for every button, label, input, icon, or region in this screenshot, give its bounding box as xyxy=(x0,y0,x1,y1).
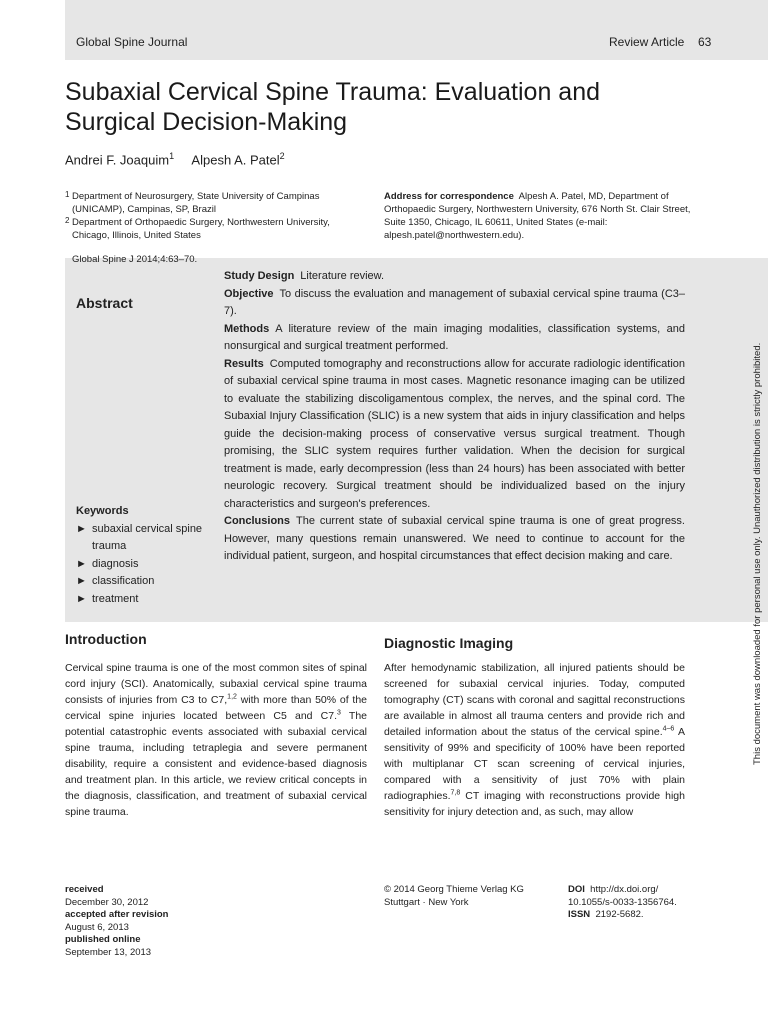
page-number: 63 xyxy=(698,35,712,49)
copyright-line: Stuttgart · New York xyxy=(384,896,469,908)
abstract-label: Results xyxy=(224,357,264,370)
abstract-heading: Abstract xyxy=(76,295,133,311)
accepted-date: August 6, 2013 xyxy=(65,921,129,933)
keyword-item xyxy=(76,591,232,609)
keyword-item xyxy=(76,521,232,556)
arrow-bullet-icon: ► xyxy=(76,522,87,535)
keyword-item xyxy=(76,556,232,574)
citation-ref: 1,2 xyxy=(227,693,237,701)
correspondence-text: Alpesh A. Patel, MD, Department of Orthopaedic Surgery, Northwestern University, 676 North St. Clair Street, Suite 1350, Chicago, IL 60611, United States (e-mail: alpesh.patel@northwestern.edu). xyxy=(384,191,691,241)
arrow-bullet-icon: ► xyxy=(76,557,87,570)
text-run: A sensitivity of 99% and specificity of 100% have been reported with multiplanar CT scan screening of cervical injuries, compared with a sensitivity of just 70% with plain radiographies. xyxy=(384,726,685,802)
keyword-text: treatment xyxy=(92,592,139,605)
published-label: published online xyxy=(65,934,141,945)
abstract-label: Objective xyxy=(224,287,274,300)
copyright xyxy=(384,884,524,909)
diagnostic-imaging-heading: Diagnostic Imaging xyxy=(384,635,514,651)
abstract-section xyxy=(224,513,685,566)
keyword-text: subaxial cervical spine trauma xyxy=(92,522,203,552)
article-type: Review Article xyxy=(609,35,685,49)
received-date: December 30, 2012 xyxy=(65,896,149,908)
citation-ref: 4–6 xyxy=(662,725,675,733)
doi-value: 10.1055/s-0033-1356764. xyxy=(568,896,677,908)
author-name: Alpesh A. Patel xyxy=(191,152,280,168)
text-run: The potential catastrophic events associated with subaxial cervical spine trauma, including tetraplegia and severe permanent disability, require a consistent and evidence-based diagnosis and treatment plan. In this article, we review critical concepts in the diagnosis, classification, and treatment of subaxial cervical spine trauma. xyxy=(65,710,367,818)
abstract-text xyxy=(224,268,685,566)
abstract-body: The current state of subaxial cervical spine trauma is one of great progress. However, many questions remain unanswered. We need to continue to account for the individual patient, surgeon, and hospital circumstances that effect decision making and care. xyxy=(224,515,685,562)
author-affil-ref: 2 xyxy=(279,151,285,161)
affiliation-text: Department of Orthopaedic Surgery, Northwestern University, Chicago, Illinois, United States xyxy=(72,217,330,241)
issn-value: 2192-5682. xyxy=(595,909,644,920)
author-affil-ref: 1 xyxy=(169,151,175,161)
correspondence-label: Address for correspondence xyxy=(384,191,514,202)
keyword-item xyxy=(76,573,232,591)
text-run: CT imaging with reconstructions provide high sensitivity for injury detection and, as such, may allow xyxy=(384,790,685,818)
abstract-label: Conclusions xyxy=(224,515,291,527)
abstract-label: Study Design xyxy=(224,270,295,282)
text-run: Cervical spine trauma is one of the most common sites of spinal cord injury (SCI). Anatomically, subaxial cervical spine trauma consists of injuries from C3 to C7, xyxy=(65,662,367,706)
doi-issn xyxy=(568,884,677,922)
abstract-section xyxy=(224,356,685,514)
citation-ref: 3 xyxy=(337,709,341,717)
article-title: Subaxial Cervical Spine Trauma: Evaluation and Surgical Decision-Making xyxy=(65,78,601,136)
text-run: with more than 50% of the cervical spine injuries located between C5 and C7. xyxy=(65,694,367,722)
introduction-body xyxy=(65,660,367,820)
abstract-body: Literature review. xyxy=(300,270,385,282)
abstract-body: A literature review of the main imaging modalities, classification systems, and nonsurgical and surgical treatment performed. xyxy=(224,322,685,352)
abstract-section xyxy=(224,321,685,356)
copyright-line: © 2014 Georg Thieme Verlag KG xyxy=(384,884,524,895)
keyword-text: classification xyxy=(92,575,155,587)
affiliation xyxy=(65,190,360,216)
accepted-label: accepted after revision xyxy=(65,909,169,920)
correspondence xyxy=(384,190,694,242)
journal-name: Global Spine Journal xyxy=(76,35,188,49)
affiliation-number: 1 xyxy=(65,190,70,199)
doi-label: DOI xyxy=(568,884,585,895)
citation: Global Spine J 2014;4:63–70. xyxy=(72,254,198,265)
text-run: After hemodynamic stabilization, all injured patients should be screened for subaxial cervical injuries. Today, computed tomography (CT) scans with coronal and sagittal reconstructions are available in almost all trauma centers and provide rich and detailed information about the status of the cervical spine. xyxy=(384,662,685,738)
issn-label: ISSN xyxy=(568,909,591,920)
keyword-text: diagnosis xyxy=(92,557,139,570)
author-name: Andrei F. Joaquim xyxy=(65,152,170,168)
introduction-heading: Introduction xyxy=(65,631,147,647)
affiliation-text: Department of Neurosurgery, State University of Campinas (UNICAMP), Campinas, SP, Brazil xyxy=(72,191,320,215)
abstract-section xyxy=(224,286,685,321)
arrow-bullet-icon: ► xyxy=(76,592,87,605)
received-label: received xyxy=(65,884,104,895)
authors xyxy=(65,151,285,167)
abstract-body: To discuss the evaluation and management of subaxial cervical spine trauma (C3–7). xyxy=(224,287,685,317)
diagnostic-imaging-body xyxy=(384,660,685,820)
affiliation xyxy=(65,216,360,242)
abstract-section xyxy=(224,268,685,286)
diagnostic-imaging-paragraph xyxy=(384,660,685,820)
keywords-heading: Keywords xyxy=(76,505,129,517)
published-date: September 13, 2013 xyxy=(65,946,152,958)
doi-link[interactable]: http://dx.doi.org/ xyxy=(590,884,659,895)
header-band xyxy=(65,0,768,60)
abstract-body: Computed tomography and reconstructions allow for accurate radiologic identification of subaxial cervical spine trauma in most cases. Magnetic resonance imaging can be utilized to evaluate the stabilizing discoligamentous complex, the nerves, and the spinal cord. The Subaxial Injury Classification (SLIC) is a new system that aids in injury classification and helps guide the decision-making process of conservative versus surgical treatment. Though promising, the SLIC system requires further validation. When the decision for surgical treatment is made, early decompression (less than 24 hours) has been associated with better neurologic recovery. Surgical treatment should be individualized based on the injury characteristics and surgeon's preferences. xyxy=(224,357,685,510)
arrow-bullet-icon: ► xyxy=(76,575,87,587)
history-dates xyxy=(65,884,169,959)
affiliations xyxy=(65,190,360,242)
citation-ref: 7,8 xyxy=(450,789,461,797)
download-notice: This document was downloaded for personal use only. Unauthorized distribution is strictly prohibited. xyxy=(752,342,763,765)
abstract-label: Methods xyxy=(224,322,270,335)
introduction-paragraph xyxy=(65,660,367,820)
keywords xyxy=(76,503,232,608)
affiliation-number: 2 xyxy=(65,216,70,225)
